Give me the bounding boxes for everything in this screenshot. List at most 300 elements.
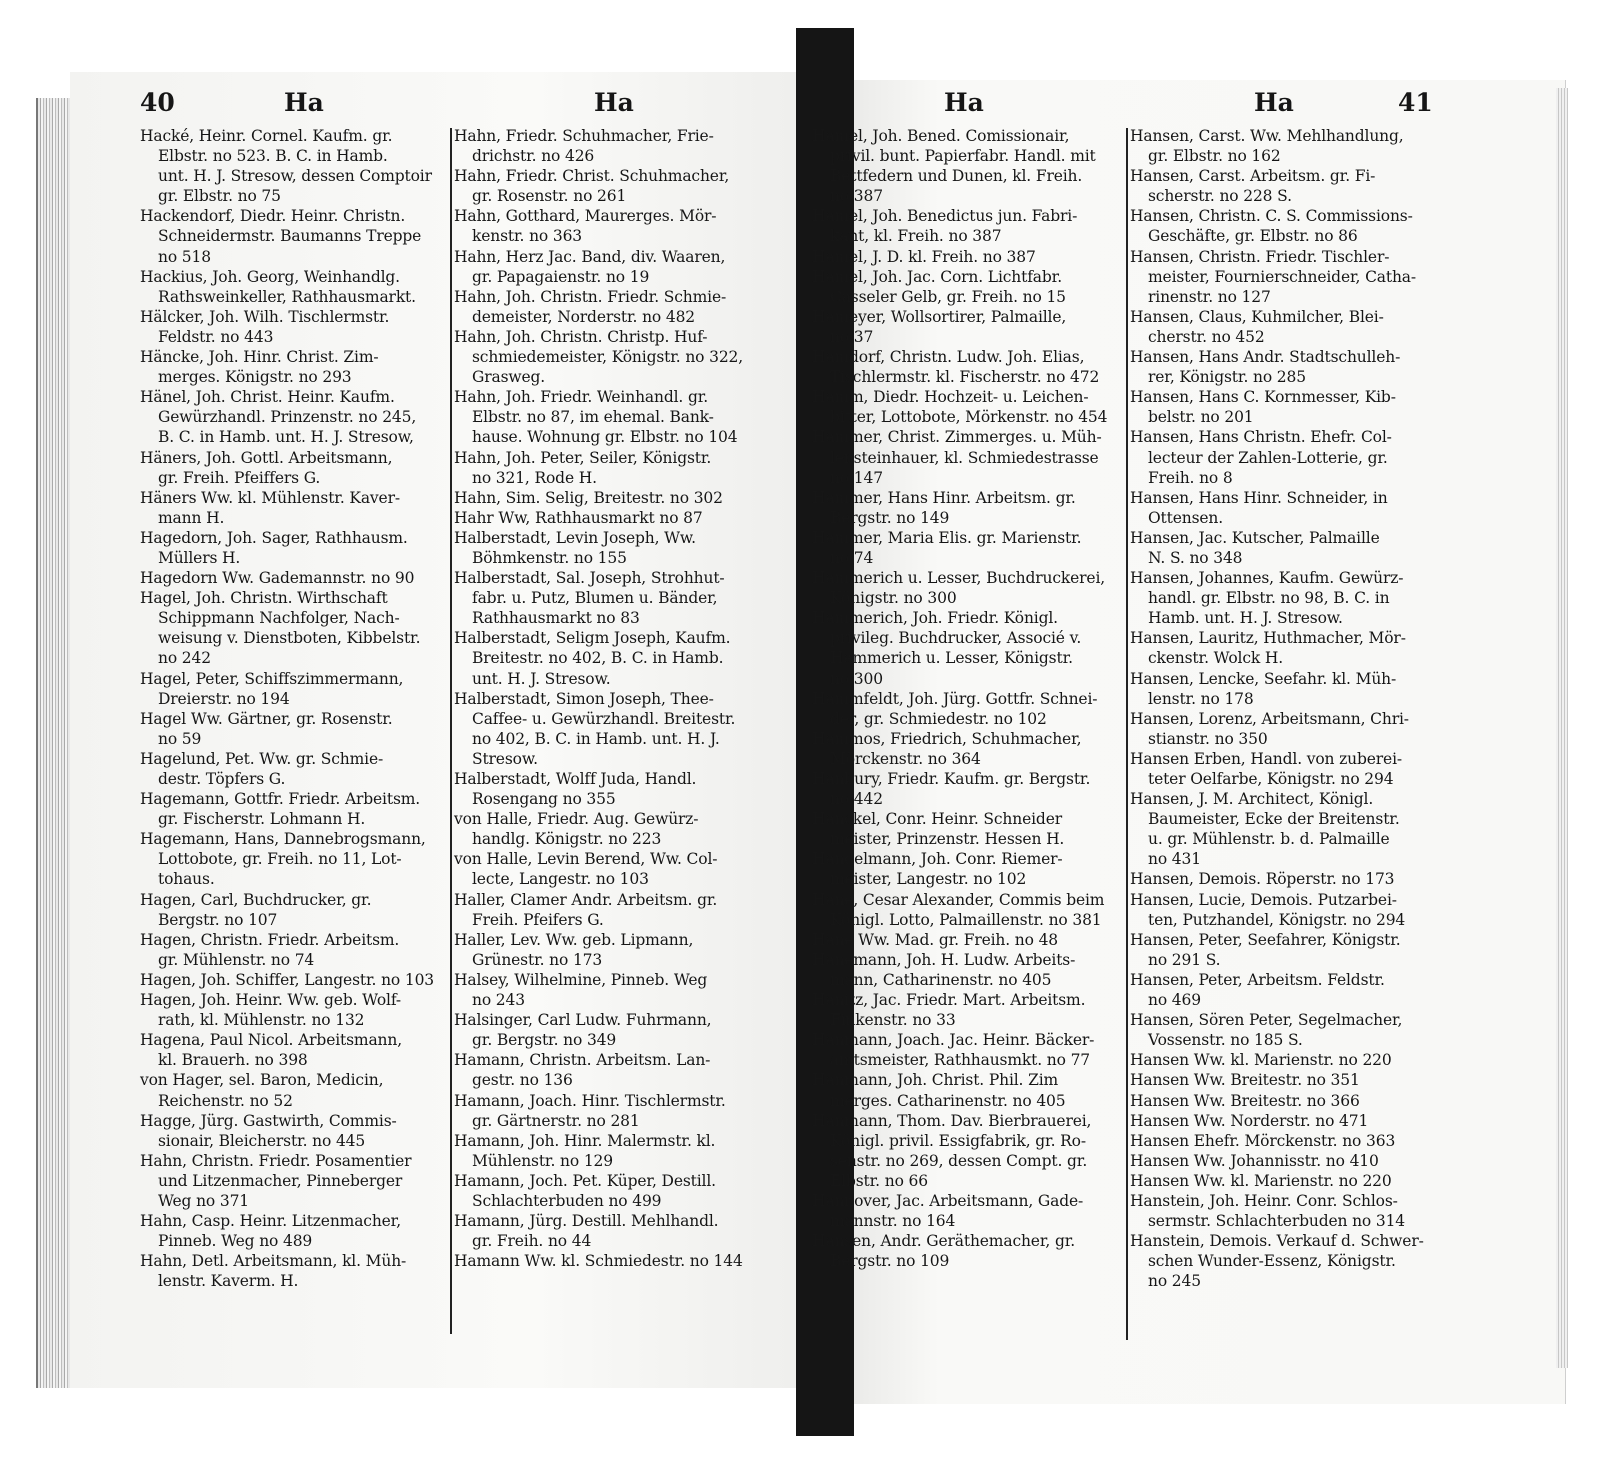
entry-line: belstr. no 201 xyxy=(1148,408,1254,427)
entry-line: Hacké, Heinr. Cornel. Kaufm. gr. xyxy=(140,127,393,145)
entry-line: gr. Elbstr. no 162 xyxy=(1148,147,1281,166)
entry-line: Hagel, Joh. Christn. Wirthschaft xyxy=(140,589,388,608)
directory-entry xyxy=(454,1010,743,1050)
entry-line: no 321, Rode H. xyxy=(472,468,597,487)
directory-entry xyxy=(454,387,743,447)
directory-entry xyxy=(140,448,434,488)
entry-line: gr. Freih. no 44 xyxy=(472,1232,592,1251)
entry-line: Tischlermstr. kl. Fischerstr. no 472 xyxy=(830,368,1100,387)
entry-line: mann, Catharinenstr. no 405 xyxy=(830,970,1052,989)
directory-entry xyxy=(454,890,743,930)
entry-line: von Halle, Friedr. Aug. Gewürz- xyxy=(454,810,699,829)
directory-entry xyxy=(454,166,743,206)
entry-line: Lottobote, gr. Freih. no 11, Lot- xyxy=(158,850,402,869)
entry-line: Hammerich u. Lesser, Buchdruckerei, xyxy=(812,569,1106,588)
entry-line: Bergstr. no 109 xyxy=(830,1252,950,1271)
entry-line: Schippmann Nachfolger, Nach- xyxy=(158,609,400,628)
entry-line: Hahn, Joh. Christn. Friedr. Schmie- xyxy=(454,287,727,306)
directory-entry xyxy=(1130,628,1424,668)
directory-entry xyxy=(1130,930,1424,970)
entry-line: Hagel, Peter, Schiffszimmermann, xyxy=(140,669,404,688)
right-page-column-1 xyxy=(812,126,1107,1271)
entry-line: no 291 S. xyxy=(1148,950,1221,969)
entry-line: drichstr. no 426 xyxy=(472,147,595,166)
entry-line: und Litzenmacher, Pinneberger xyxy=(158,1171,403,1190)
entry-line: Hane, Cesar Alexander, Commis beim xyxy=(812,890,1105,909)
entry-line: Finkenstr. no 33 xyxy=(830,1011,956,1030)
entry-line: ckenstr. Wolck H. xyxy=(1148,649,1284,668)
entry-line: hause. Wohnung gr. Elbstr. no 104 xyxy=(472,428,738,447)
entry-line: amtsmeister, Rathhausmkt. no 77 xyxy=(830,1051,1090,1070)
directory-entry xyxy=(140,1111,434,1151)
entry-line: gestr. no 136 xyxy=(472,1071,573,1090)
entry-line: no 245 xyxy=(1148,1272,1201,1291)
entry-line: Hagen, Joh. Heinr. Ww. geb. Wolf- xyxy=(140,991,401,1010)
directory-entry xyxy=(140,990,434,1030)
directory-entry xyxy=(454,970,743,1010)
entry-line: Hansen Ww. Johannisstr. no 410 xyxy=(1130,1151,1379,1170)
entry-line: Baumeister, Ecke der Breitenstr. xyxy=(1148,810,1400,829)
entry-line: Königl. Lotto, Palmaillenstr. no 381 xyxy=(830,910,1102,929)
entry-line: stianstr. no 350 xyxy=(1148,729,1268,748)
directory-entry xyxy=(1130,206,1424,246)
entry-line: Hansen, Carst. Arbeitsm. gr. Fi- xyxy=(1130,167,1376,186)
entry-line: Hagen, Carl, Buchdrucker, gr. xyxy=(140,890,372,909)
directory-entry xyxy=(454,689,743,769)
directory-entry xyxy=(1130,709,1424,749)
entry-line: Hansen, Sören Peter, Segelmacher, xyxy=(1130,1011,1403,1030)
entry-line: Hansen, Lucie, Demois. Putzarbei- xyxy=(1130,890,1397,909)
directory-entry xyxy=(140,669,434,709)
entry-line: Hamdorf, Christn. Ludw. Joh. Elias, xyxy=(812,348,1085,367)
entry-line: Hahn, Herz Jac. Band, div. Waaren, xyxy=(454,247,726,266)
entry-line: lenstr. Kaverm. H. xyxy=(158,1272,299,1291)
directory-entry xyxy=(1130,488,1424,528)
entry-line: Haller, Clamer Andr. Arbeitsm. gr. xyxy=(454,890,718,909)
directory-entry xyxy=(812,126,1107,206)
entry-line: no 518 xyxy=(158,247,211,266)
entry-line: privil. bunt. Papierfabr. Handl. mit xyxy=(830,147,1096,166)
entry-line: Häncke, Joh. Hinr. Christ. Zim- xyxy=(140,348,379,367)
entry-line: tohaus. xyxy=(158,870,215,889)
directory-entry xyxy=(812,347,1107,387)
entry-line: merges. Catharinenstr. no 405 xyxy=(830,1091,1066,1110)
entry-line: meister, Langestr. no 102 xyxy=(830,870,1027,889)
entry-line: Hansen, J. M. Architect, Königl. xyxy=(1130,790,1374,809)
page-edges-right xyxy=(1556,88,1568,1368)
entry-line: mannstr. no 164 xyxy=(830,1212,956,1231)
entry-line: Hansen Ehefr. Mörckenstr. no 363 xyxy=(1130,1131,1396,1150)
directory-entry xyxy=(812,1111,1107,1191)
entry-line: merges. Königstr. no 293 xyxy=(158,368,352,387)
directory-entry xyxy=(140,1070,434,1110)
directory-entry xyxy=(140,387,434,447)
entry-line: Caffee- u. Gewürzhandl. Breitestr. xyxy=(472,709,736,728)
entry-line: Hamann, Christn. Arbeitsm. Lan- xyxy=(454,1051,711,1070)
directory-entry xyxy=(812,729,1107,769)
entry-line: Hamb. unt. H. J. Stresow. xyxy=(1148,609,1343,628)
entry-line: Hahn, Joh. Peter, Seiler, Königstr. xyxy=(454,448,712,467)
left-page-header-left: Ha xyxy=(284,88,324,117)
directory-entry xyxy=(140,789,434,829)
entry-line: Hahn, Detl. Arbeitsmann, kl. Müh- xyxy=(140,1252,407,1271)
directory-entry xyxy=(140,829,434,889)
entry-line: Hahn, Christn. Friedr. Posamentier xyxy=(140,1151,412,1170)
entry-line: no 442 xyxy=(830,790,883,809)
entry-line: gr. Bergstr. no 349 xyxy=(472,1031,617,1050)
directory-entry xyxy=(1130,1231,1424,1291)
entry-line: Hansen Ww. Breitestr. no 366 xyxy=(1130,1091,1360,1110)
entry-line: Hansen, Lorenz, Arbeitsmann, Chri- xyxy=(1130,709,1409,728)
directory-entry xyxy=(1130,1050,1424,1070)
entry-line: Häners Ww. kl. Mühlenstr. Kaver- xyxy=(140,488,400,507)
directory-entry xyxy=(140,890,434,930)
directory-entry xyxy=(454,508,743,528)
directory-entry xyxy=(812,809,1107,849)
entry-line: Halberstadt, Wolff Juda, Handl. xyxy=(454,770,697,788)
entry-line: gr. Freih. Pfeiffers G. xyxy=(158,468,321,487)
entry-line: no 74 xyxy=(830,548,874,567)
directory-entry xyxy=(1130,387,1424,427)
entry-line: Bettfedern und Dunen, kl. Freih. xyxy=(830,167,1083,186)
entry-line: Hagen, Christn. Friedr. Arbeitsm. xyxy=(140,930,400,949)
entry-line: Freih. no 8 xyxy=(1148,468,1233,487)
entry-line: mann H. xyxy=(158,508,225,527)
directory-entry xyxy=(1130,869,1424,889)
entry-line: Hansen Ww. kl. Marienstr. no 220 xyxy=(1130,1171,1392,1190)
entry-line: B. C. in Hamb. unt. H. J. Stresow, xyxy=(158,428,414,447)
entry-line: Gewürzhandl. Prinzenstr. no 245, xyxy=(158,408,417,427)
column-rule-left xyxy=(450,128,452,1334)
right-page-number: 41 xyxy=(1398,88,1433,117)
entry-line: Hänel, Joh. Christ. Heinr. Kaufm. xyxy=(140,388,395,407)
entry-line: Hannover, Jac. Arbeitsmann, Gade- xyxy=(812,1191,1084,1210)
directory-entry xyxy=(812,488,1107,528)
entry-line: Hansen, Jac. Kutscher, Palmaille xyxy=(1130,528,1380,547)
entry-line: no 431 xyxy=(1148,850,1201,869)
directory-entry xyxy=(454,849,743,889)
entry-line: Hagena, Paul Nicol. Arbeitsmann, xyxy=(140,1031,402,1050)
entry-line: Rathsweinkeller, Rathhausmarkt. xyxy=(158,287,416,306)
entry-line: gr. Elbstr. no 75 xyxy=(158,187,281,206)
entry-line: Hagemann, Hans, Dannebrogsmann, xyxy=(140,830,426,849)
directory-entry xyxy=(140,267,434,307)
directory-entry xyxy=(812,247,1107,267)
entry-line: Stresow. xyxy=(472,749,538,768)
entry-line: Elbstr. no 523. B. C. in Hamb. xyxy=(158,147,388,166)
left-page-number: 40 xyxy=(140,88,175,117)
directory-entry xyxy=(812,930,1107,950)
entry-line: gr. Gärtnerstr. no 281 xyxy=(472,1111,640,1130)
directory-entry xyxy=(1130,347,1424,387)
entry-line: Breitestr. no 402, B. C. in Hamb. xyxy=(472,649,724,668)
directory-entry xyxy=(454,1251,743,1271)
entry-line: Hansen, Christn. Friedr. Tischler- xyxy=(1130,247,1390,266)
directory-entry xyxy=(1130,568,1424,628)
entry-line: Hansen, Claus, Kuhmilcher, Blei- xyxy=(1130,307,1384,326)
directory-entry xyxy=(454,327,743,387)
entry-line: Pinneb. Weg no 489 xyxy=(158,1232,313,1251)
entry-line: Hammer, Maria Elis. gr. Marienstr. xyxy=(812,528,1082,547)
entry-line: Hanmann, Joh. Christ. Phil. Zim xyxy=(812,1071,1059,1090)
entry-line: der, gr. Schmiedestr. no 102 xyxy=(830,709,1047,728)
entry-line: Hahn, Gotthard, Maurerges. Mör- xyxy=(454,207,717,226)
directory-entry xyxy=(454,568,743,628)
entry-line: Hagemann, Gottfr. Friedr. Arbeitsm. xyxy=(140,790,421,809)
entry-line: no 242 xyxy=(158,649,211,668)
entry-line: Hanstein, Joh. Heinr. Conr. Schlos- xyxy=(1130,1191,1398,1210)
entry-line: Hälcker, Joh. Wilh. Tischlermstr. xyxy=(140,307,390,326)
entry-line: schen Wunder-Essenz, Königstr. xyxy=(1148,1252,1396,1271)
entry-line: Böhmkenstr. no 155 xyxy=(472,548,627,567)
directory-entry xyxy=(140,568,434,588)
entry-line: rer, Königstr. no 285 xyxy=(1148,368,1306,387)
entry-line: Hammos, Friedrich, Schuhmacher, xyxy=(812,729,1082,748)
directory-entry xyxy=(454,206,743,246)
directory-entry xyxy=(140,126,434,206)
directory-entry xyxy=(140,307,434,347)
entry-line: Hansen, Christn. C. S. Commissions- xyxy=(1130,207,1413,226)
entry-line: Hamel, Joh. Bened. Comissionair, xyxy=(812,127,1070,145)
directory-entry xyxy=(1130,1091,1424,1111)
entry-line: Hansen Ww. Breitestr. no 351 xyxy=(1130,1071,1360,1090)
entry-line: Hahr Ww, Rathhausmarkt no 87 xyxy=(454,508,703,527)
entry-line: Hansen Erben, Handl. von zuberei- xyxy=(1130,749,1402,768)
entry-line: Hahn, Casp. Heinr. Litzenmacher, xyxy=(140,1212,402,1231)
entry-line: schmiedemeister, Königstr. no 322, xyxy=(472,348,744,367)
right-page-column-2 xyxy=(1130,126,1424,1291)
directory-entry xyxy=(1130,669,1424,709)
entry-line: Bergstr. no 107 xyxy=(158,910,278,929)
entry-line: Bergstr. no 149 xyxy=(830,508,950,527)
directory-entry xyxy=(812,950,1107,990)
entry-line: Hahn, Friedr. Christ. Schuhmacher, xyxy=(454,167,730,186)
right-page-header-right: Ha xyxy=(1254,88,1294,117)
entry-line: Hane Ww. Mad. gr. Freih. no 48 xyxy=(812,930,1059,949)
directory-entry xyxy=(454,126,743,166)
entry-line: Hansen, Lauritz, Huthmacher, Mör- xyxy=(1130,629,1406,648)
entry-line: Hackius, Joh. Georg, Weinhandlg. xyxy=(140,267,400,286)
directory-entry xyxy=(812,1030,1107,1070)
entry-line: Grünestr. no 173 xyxy=(472,950,603,969)
entry-line: Halsey, Wilhelmine, Pinneb. Weg xyxy=(454,970,708,989)
entry-line: Hahn, Sim. Selig, Breitestr. no 302 xyxy=(454,488,723,507)
entry-line: Hanstein, Demois. Verkauf d. Schwer- xyxy=(1130,1232,1424,1251)
entry-line: kl. Brauerh. no 398 xyxy=(158,1051,308,1070)
entry-line: Hanmann, Thom. Dav. Bierbrauerei, xyxy=(812,1111,1092,1130)
entry-line: Hamann, Joch. Pet. Küper, Destill. xyxy=(454,1171,716,1190)
directory-entry xyxy=(1130,970,1424,1010)
directory-entry xyxy=(140,347,434,387)
entry-line: teter Oelfarbe, Königstr. no 294 xyxy=(1148,770,1394,788)
directory-entry xyxy=(140,206,434,266)
entry-line: no 402, B. C. in Hamb. unt. H. J. xyxy=(472,729,720,748)
entry-line: Hamel, Joh. Jac. Corn. Lichtfabr. xyxy=(812,267,1062,286)
entry-line: Hamel, Joh. Benedictus jun. Fabri- xyxy=(812,207,1078,226)
entry-line: gr. Mühlenstr. no 74 xyxy=(158,950,315,969)
entry-line: no 387 xyxy=(830,187,883,206)
entry-line: Rathhausmarkt no 83 xyxy=(472,609,640,628)
directory-entry xyxy=(812,769,1107,809)
entry-line: handlg. Königstr. no 223 xyxy=(472,830,662,849)
directory-entry xyxy=(454,1050,743,1090)
entry-line: Hansen, Hans Christn. Ehefr. Col- xyxy=(1130,428,1392,447)
entry-line: Casseler Gelb, gr. Freih. no 15 xyxy=(830,287,1066,306)
entry-line: Hanbury, Friedr. Kaufm. gr. Bergstr. xyxy=(812,770,1091,788)
entry-line: scherstr. no 228 S. xyxy=(1148,187,1292,206)
left-page-header-right: Ha xyxy=(594,88,634,117)
directory-entry xyxy=(454,488,743,508)
directory-entry xyxy=(812,1191,1107,1231)
entry-line: Hansen, Johannes, Kaufm. Gewürz- xyxy=(1130,569,1404,588)
entry-line: Königstr. no 300 xyxy=(830,589,957,608)
directory-entry xyxy=(1130,166,1424,206)
entry-line: Elbstr. no 87, im ehemal. Bank- xyxy=(472,408,714,427)
directory-entry xyxy=(454,287,743,327)
directory-entry xyxy=(1130,427,1424,487)
directory-entry xyxy=(1130,247,1424,307)
entry-line: no 469 xyxy=(1148,991,1201,1010)
entry-line: Rosengang no 355 xyxy=(472,790,616,809)
column-rule-right xyxy=(1126,128,1128,1340)
entry-line: Elbstr. no 66 xyxy=(830,1171,928,1190)
entry-line: no 300 xyxy=(830,669,883,688)
entry-line: kenstr. no 363 xyxy=(472,227,583,246)
directory-entry xyxy=(1130,528,1424,568)
entry-line: Hamann, Jürg. Destill. Mehlhandl. xyxy=(454,1212,719,1231)
entry-line: Hamann, Joh. Hinr. Malermstr. kl. xyxy=(454,1131,716,1150)
entry-line: destr. Töpfers G. xyxy=(158,770,286,788)
directory-entry xyxy=(140,1030,434,1070)
directory-entry xyxy=(812,1231,1107,1271)
entry-line: Mühlenstr. no 129 xyxy=(472,1151,613,1170)
left-page-column-2 xyxy=(454,126,743,1271)
entry-line: meister, Prinzenstr. Hessen H. xyxy=(830,830,1065,849)
entry-line: Weg no 371 xyxy=(158,1191,250,1210)
directory-entry xyxy=(812,990,1107,1030)
directory-entry xyxy=(140,1151,434,1211)
entry-line: Hansen, Andr. Geräthemacher, gr. xyxy=(812,1232,1076,1251)
entry-line: Hackendorf, Diedr. Heinr. Christn. xyxy=(140,207,406,226)
directory-entry xyxy=(1130,1131,1424,1151)
entry-line: Hansen, Demois. Röperstr. no 173 xyxy=(1130,870,1395,889)
entry-line: demeister, Norderstr. no 482 xyxy=(472,307,696,326)
entry-line: Schlachterbuden no 499 xyxy=(472,1191,662,1210)
entry-line: Hansen Ww. kl. Marienstr. no 220 xyxy=(1130,1051,1392,1070)
entry-line: Vossenstr. no 185 S. xyxy=(1148,1031,1303,1050)
directory-entry xyxy=(140,1251,434,1291)
directory-entry xyxy=(1130,126,1424,166)
entry-line: Königl. privil. Essigfabrik, gr. Ro- xyxy=(830,1131,1086,1150)
entry-line: unt. H. J. Stresow, dessen Comptoir xyxy=(158,167,432,186)
entry-line: Hamann, Joach. Hinr. Tischlermstr. xyxy=(454,1091,726,1110)
entry-line: Hamel, J. D. kl. Freih. no 387 xyxy=(812,247,1036,266)
entry-line: Handelmann, Joh. Conr. Riemer- xyxy=(812,850,1063,869)
entry-line: Haller, Lev. Ww. geb. Lipmann, xyxy=(454,930,694,949)
entry-line: Hammerich, Joh. Friedr. Königl. xyxy=(812,609,1058,628)
entry-line: Grasweg. xyxy=(472,368,546,387)
directory-entry xyxy=(1130,789,1424,869)
open-book xyxy=(26,28,1566,1436)
directory-entry xyxy=(812,849,1107,889)
entry-line: Hammer, Hans Hinr. Arbeitsm. gr. xyxy=(812,488,1076,507)
entry-line: sermstr. Schlachterbuden no 314 xyxy=(1148,1212,1406,1231)
entry-line: meister, Fournierschneider, Catha- xyxy=(1148,267,1416,286)
entry-line: Hahn, Joh. Christn. Christp. Huf- xyxy=(454,327,708,346)
entry-line: Hanemann, Joh. H. Ludw. Arbeits- xyxy=(812,950,1076,969)
directory-entry xyxy=(454,628,743,688)
directory-entry xyxy=(454,247,743,287)
entry-line: senstr. no 269, dessen Compt. gr. xyxy=(830,1151,1088,1170)
entry-line: no 59 xyxy=(158,729,202,748)
directory-entry xyxy=(140,488,434,528)
directory-entry xyxy=(454,448,743,488)
entry-line: Hansen, Lencke, Seefahr. kl. Müh- xyxy=(1130,669,1397,688)
directory-entry xyxy=(454,930,743,970)
entry-line: no 243 xyxy=(472,991,525,1010)
entry-line: N. S. no 348 xyxy=(1148,548,1243,567)
directory-entry xyxy=(140,588,434,668)
entry-line: sionair, Bleicherstr. no 445 xyxy=(158,1131,366,1150)
entry-line: no 37 xyxy=(830,327,874,346)
directory-entry xyxy=(140,749,434,789)
directory-entry xyxy=(454,528,743,568)
entry-line: von Hager, sel. Baron, Medicin, xyxy=(140,1071,384,1090)
entry-line: weisung v. Dienstboten, Kibbelstr. xyxy=(158,629,421,648)
entry-line: Ottensen. xyxy=(1148,508,1224,527)
directory-entry xyxy=(140,709,434,749)
directory-entry xyxy=(140,528,434,568)
entry-line: lenstr. no 178 xyxy=(1148,689,1254,708)
entry-line: Hansen, Peter, Arbeitsm. Feldstr. xyxy=(1130,970,1385,989)
entry-line: Hansen, Carst. Ww. Mehlhandlung, xyxy=(1130,127,1404,145)
entry-line: Halberstadt, Levin Joseph, Ww. xyxy=(454,528,696,547)
entry-line: Hansen Ww. Norderstr. no 471 xyxy=(1130,1111,1369,1130)
entry-line: Hanitz, Jac. Friedr. Mart. Arbeitsm. xyxy=(812,991,1086,1010)
entry-line: Hansen, Hans Andr. Stadtschulleh- xyxy=(1130,348,1401,367)
left-page-column-1 xyxy=(140,126,434,1291)
entry-line: privileg. Buchdrucker, Associé v. xyxy=(830,629,1082,648)
entry-line: Hagedorn Ww. Gademannstr. no 90 xyxy=(140,569,415,588)
directory-entry xyxy=(454,769,743,809)
directory-entry xyxy=(812,608,1107,688)
directory-entry xyxy=(1130,1010,1424,1050)
directory-entry xyxy=(812,387,1107,427)
entry-line: Hanmann, Joach. Jac. Heinr. Bäcker- xyxy=(812,1031,1095,1050)
right-page-header-left: Ha xyxy=(944,88,984,117)
entry-line: von Halle, Levin Berend, Ww. Col- xyxy=(454,850,718,869)
entry-line: Hamm, Diedr. Hochzeit- u. Leichen- xyxy=(812,388,1089,407)
entry-line: Hahn, Joh. Friedr. Weinhandl. gr. xyxy=(454,388,709,407)
entry-line: Hammer, Christ. Zimmerges. u. Müh- xyxy=(812,428,1102,447)
entry-line: gr. Rosenstr. no 261 xyxy=(472,187,627,206)
entry-line: Hahn, Friedr. Schuhmacher, Frie- xyxy=(454,127,714,145)
entry-line: Halberstadt, Seligm Joseph, Kaufm. xyxy=(454,629,731,648)
directory-entry xyxy=(454,809,743,849)
directory-entry xyxy=(812,528,1107,568)
entry-line: gr. Papagaienstr. no 19 xyxy=(472,267,650,286)
entry-line: Mörckenstr. no 364 xyxy=(830,749,981,768)
directory-entry xyxy=(1130,1111,1424,1131)
entry-line: Hagge, Jürg. Gastwirth, Commis- xyxy=(140,1111,397,1130)
entry-line: Hanckel, Conr. Heinr. Schneider xyxy=(812,810,1062,829)
directory-entry xyxy=(812,1070,1107,1110)
directory-entry xyxy=(812,206,1107,246)
directory-entry xyxy=(1130,749,1424,789)
directory-entry xyxy=(812,307,1107,347)
entry-line: bitter, Lottobote, Mörkenstr. no 454 xyxy=(830,408,1108,427)
entry-line: Hagen, Joh. Schiffer, Langestr. no 103 xyxy=(140,970,434,989)
